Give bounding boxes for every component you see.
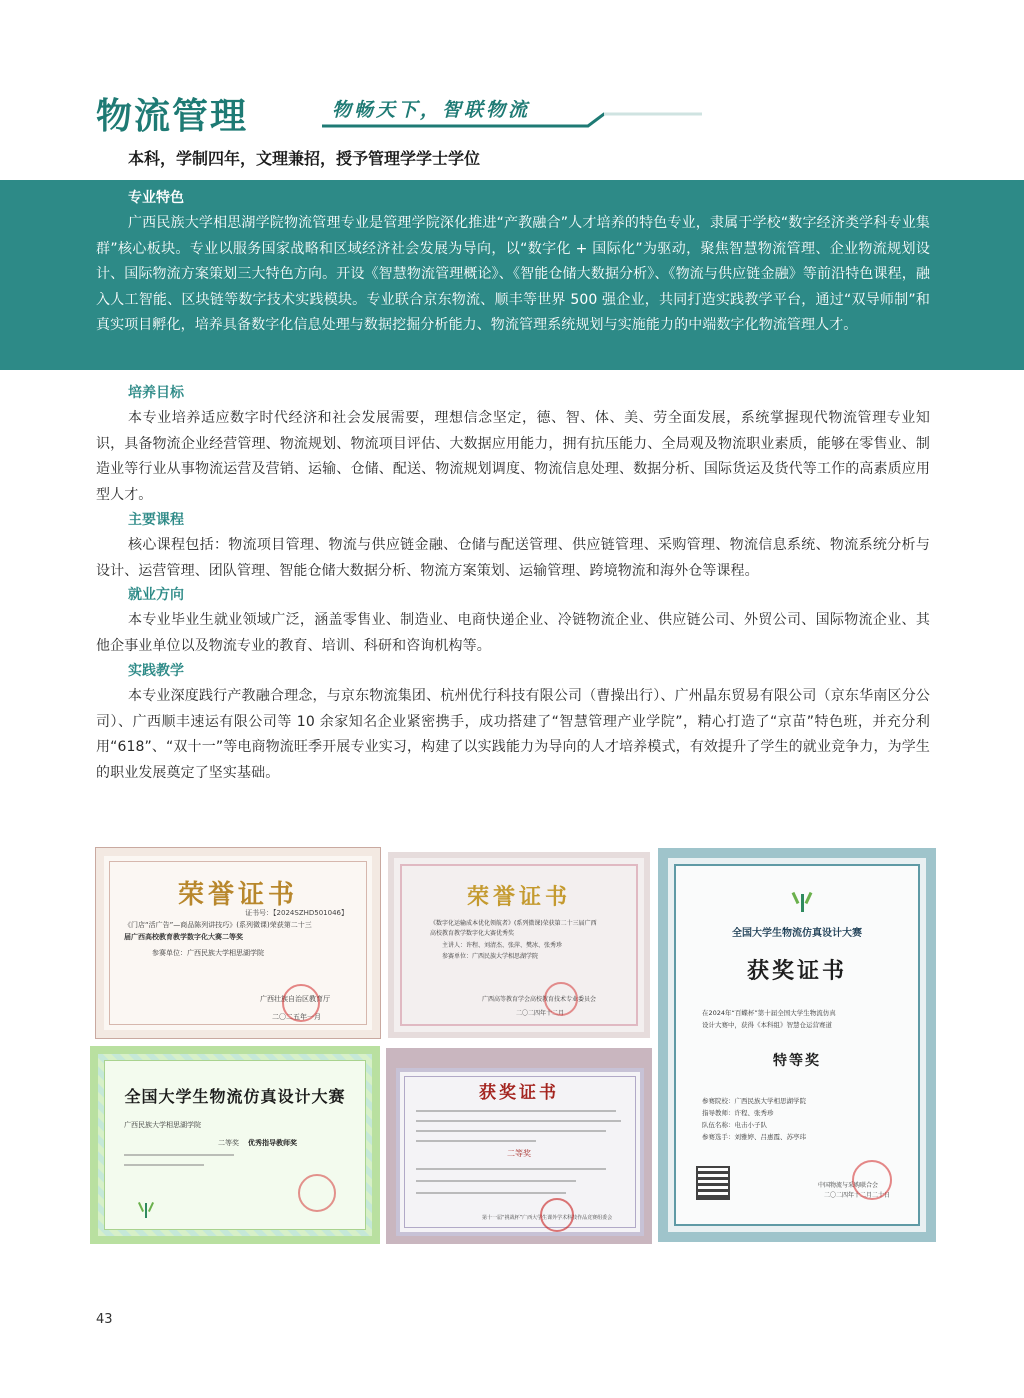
section-body: 本专业毕业生就业领域广泛，涵盖零售业、制造业、电商快递企业、冷链物流企业、供应链公司、外贸公司、国际物流企业、其他企事业单位以及物流专业的教育、培训、科研和咨询机构等。 (96, 612, 930, 654)
certificate-award-challenge (386, 1048, 652, 1244)
seal-icon (852, 1160, 892, 1200)
cert-prize: 二等奖 (218, 1139, 239, 1147)
cert-text: 届广西高校教育教学数字化大赛二等奖 (124, 933, 243, 941)
section-courses (96, 509, 930, 584)
cert-text: 广西民族大学相思湖学院 (124, 1121, 201, 1129)
seal-icon (282, 984, 320, 1022)
cert-text: 高校教育教学数字化大赛优秀奖 (430, 930, 515, 937)
slogan: 物畅天下，智联物流 (332, 99, 531, 121)
slogan-underline (322, 108, 702, 130)
cert-text: 指导教师：许程、张秀珍 (702, 1109, 774, 1117)
cert-date: 二〇二五年一月 (272, 1013, 321, 1021)
section-goals (96, 382, 930, 508)
features-band (0, 180, 1024, 370)
cert-award: 优秀指导教师奖 (248, 1139, 297, 1147)
page-title: 物流管理 (96, 96, 249, 137)
cert-text: 队伍名称：电击小子队 (702, 1121, 767, 1129)
cert-text: 主讲人：许程、刘清杰、张萍、樊冰、张秀珍 (442, 942, 563, 949)
cert-prize: 特等奖 (773, 1053, 821, 1069)
cert-text: 设计大赛中，获得《本科组》智慧仓运营赛道 (702, 1021, 832, 1029)
section-practice (96, 660, 930, 786)
certificate-honor-1 (96, 848, 380, 1038)
section-title: 实践教学 (128, 663, 184, 679)
cert-text: 参赛选手：刘雅婷、吕惠霞、苏亭玮 (702, 1133, 806, 1141)
cert-number: 证书号：【2024SZHD501046】 (245, 909, 348, 917)
section-title: 培养目标 (128, 385, 184, 401)
section-title: 主要课程 (128, 512, 184, 528)
cert-issuer: 中国物流与采购联合会 (818, 1182, 879, 1189)
cert-prize: 二等奖 (507, 1149, 531, 1158)
cert-heading: 全国大学生物流仿真设计大赛 (732, 928, 862, 939)
cert-text: 在2024年“百蝶杯”第十届全国大学生物流仿真 (702, 1009, 836, 1017)
cert-issuer: 广西高等教育学会高校教育技术专业委员会 (482, 996, 597, 1003)
section-title: 专业特色 (128, 190, 184, 206)
section-title: 就业方向 (128, 587, 184, 603)
cert-title: 荣誉证书 (466, 885, 571, 910)
cert-text: 参赛院校：广西民族大学相思湖学院 (702, 1097, 806, 1105)
page-number: 43 (96, 1312, 113, 1327)
cert-text: 《门店“活广告”—商品陈列讲技巧》(系列微课)荣获第二十三 (124, 921, 312, 929)
cert-title: 获奖证书 (746, 958, 847, 984)
cert-text: 参赛单位：广西民族大学相思湖学院 (152, 949, 264, 957)
seal-icon (298, 1174, 336, 1212)
qr-code-icon (698, 1168, 728, 1198)
cert-date: 二〇二四年十二月 (516, 1010, 565, 1017)
seal-icon (544, 982, 578, 1016)
section-body: 广西民族大学相思湖学院物流管理专业是管理学院深化推进“产教融合”人才培养的特色专业，隶属于学校“数字经济类学科专业集群”核心板块。专业以服务国家战略和区域经济社会发展为导向，以“数字化 + 国际化”为驱动，聚焦智慧物流管理、企业物流规划设计、国际物流方案策划三大特色方向。开设《智慧物流管理概论》、《智能仓储大数据分析》、《物流与供应链金融》等前沿特色课程，融入人工智能、区块链等数字技术实践模块。专业联合京东物流、顺丰等世界 500 强企业，共同打造实践教学平台，通过“双导师制”和真实项目孵化，培养具备数字化信息处理与数据挖掘分析能力、物流管理系统规划与实施能力的中端数字化物流管理人才。 (96, 215, 930, 334)
cert-title: 荣誉证书 (177, 880, 298, 910)
section-careers (96, 584, 930, 659)
certificate-honor-2 (388, 852, 650, 1038)
seal-icon (540, 1198, 574, 1232)
section-body: 核心课程包括：物流项目管理、物流与供应链金融、仓储与配送管理、供应链管理、采购管理、物流信息系统、物流系统分析与设计、运营管理、团队管理、智能仓储大数据分析、物流方案策划、运输管理、跨境物流和海外仓等课程。 (96, 537, 930, 579)
certificate-simulation-green (90, 1046, 380, 1244)
cert-date: 二〇二四年十二月二十日 (824, 1192, 891, 1199)
section-body: 本专业培养适应数字时代经济和社会发展需要，理想信念坚定，德、智、体、美、劳全面发展，系统掌握现代物流管理专业知识，具备物流企业经营管理、物流规划、物流项目评估、大数据应用能力，拥有抗压能力、全局观及物流职业素质，能够在零售业、制造业等行业从事物流运营及营销、运输、仓储、配送、物流规划调度、物流信息处理、数据分析、国际货运及货代等工作的高素质应用型人才。 (96, 410, 930, 503)
logo-icon (792, 890, 812, 912)
section-body: 本专业深度践行产教融合理念，与京东物流集团、杭州优行科技有限公司（曹操出行）、广州晶东贸易有限公司（京东华南区分公司）、广西顺丰速运有限公司等 10 余家知名企业紧密携手，成功搭建了“智慧管理产业学院”，精心打造了“京苗”特色班，并充分利用“618”、“双十一”等电商物流旺季开展专业实习，构建了以实践能力为导向的人才培养模式，有效提升了学生的就业竞争力，为学生的职业发展奠定了坚实基础。 (96, 688, 930, 781)
cert-issuer: 广西壮族自治区教育厅 (260, 995, 330, 1003)
logo-icon (138, 1200, 154, 1218)
subtitle: 本科，学制四年，文理兼招，授予管理学学士学位 (128, 149, 481, 168)
section-features (96, 187, 930, 339)
cert-title: 全国大学生物流仿真设计大赛 (124, 1087, 346, 1106)
certificate-award-simulation (658, 848, 936, 1242)
cert-text: 《数字化运输成本优化领航者》(系列微课)荣获第二十三届广西 (430, 920, 597, 927)
cert-text: 参赛单位：广西民族大学相思湖学院 (442, 953, 539, 960)
cert-title: 获奖证书 (479, 1083, 559, 1103)
cert-issuer: 第十一届“挑战杯”广西大学生课外学术科技作品竞赛组委会 (482, 1215, 613, 1221)
